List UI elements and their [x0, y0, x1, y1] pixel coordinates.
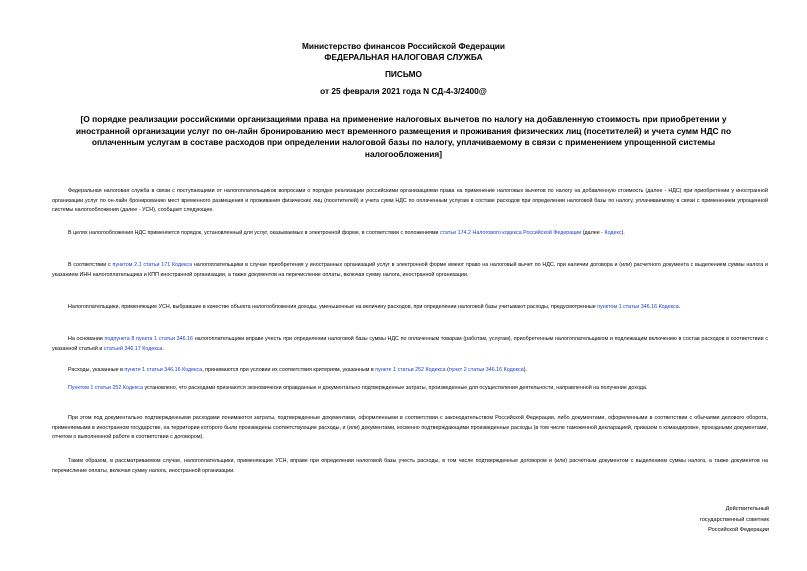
text: налогоплательщики в случае приобретения у иностранных организаций услуг в электронной форме имеют право на налоговый вычет по НДС, при наличии договора и (или) расчетного документа с выделением суммы налога и указанием ИНН налогоплательщика и КПП иностранной организации, а также документов на перечисление оплаты, включая сумму налога, иностранной организации. — [52, 262, 768, 278]
signature-line: Действительный — [725, 506, 769, 512]
signature-block — [569, 504, 769, 536]
link-article-346-16[interactable]: пунктом 1 статьи 346.16 Кодекса — [597, 304, 679, 310]
signature-line: Российской Федерации — [708, 527, 769, 534]
link-article-174-2[interactable]: статьи 174.2 Налогового кодекса Российской Федерации — [440, 230, 582, 236]
link-article-346-16-p2[interactable]: пункт 2 статьи 346.16 Кодекса — [448, 367, 524, 373]
text: (далее - — [581, 230, 605, 236]
document-date-number: от 25 февраля 2021 года N СД-4-3/2400@ — [320, 86, 487, 96]
link-article-346-17[interactable]: статьей 346.17 Кодекса — [103, 345, 163, 352]
text: установлено, что расходами признаются экономически оправданные и документально подтвержденные затраты, произведенные для осуществления деятельности, направленной на получение дохода. — [142, 385, 648, 391]
link-article-346-16-p1[interactable]: пункте 1 статьи 346.16 Кодекса — [124, 367, 203, 373]
link-subparagraph-8[interactable]: подпункта 8 пункта 1 статьи 346.16 — [104, 336, 193, 342]
service-name: ФЕДЕРАЛЬНАЯ НАЛОГОВАЯ СЛУЖБА — [324, 52, 483, 62]
ministry-name: Министерство финансов Российской Федерации — [301, 41, 506, 51]
text: Налогоплательщики, применяющие УСН, выбравшие в качестве объекта налогообложения доходы, уменьшенные на величину расходов, при определении налоговой базы учитывают расходы, предусмотренные — [68, 304, 598, 310]
paragraph-4 — [52, 303, 768, 313]
text: налогоплательщики вправе учесть при определении налоговой базы суммы НДС по оплаченным товарам (работам, услугам), приобретенным налогоплательщиком и подлежащим включению в состав расходов в соответствии с указанной статьей и — [52, 336, 768, 352]
text: Расходы, указанные в — [68, 367, 125, 373]
text: , принимаются при условии их соответствия критериям, указанным в — [202, 367, 376, 373]
paragraph-5 — [52, 335, 768, 354]
paragraph-7 — [52, 384, 768, 394]
paragraph-9: Таким образом, в рассматриваемом случае, налогоплательщики, применяющие УСН, вправе при определении налоговой базы учесть расходы, в том числе подтвержденные договором и (или) расчетным документом с выделением суммы налога, а также документов на перечисление оплаты, включая сумму налога, иностранной организации. — [52, 458, 768, 474]
text: ). — [523, 367, 527, 373]
text: ). — [621, 230, 625, 236]
text: На основании — [68, 336, 105, 342]
link-article-252[interactable]: пункте 1 статьи 252 Кодекса — [375, 367, 446, 373]
signature-line: государственный советник — [699, 516, 769, 523]
paragraph-8: При этом под документально подтвержденными расходами понимаются затраты, подтвержденные документами, оформленными в соответствии с законодательством Российской Федерации, либо документами, оформленными в соответствии с обычаями делового оборота, применяемыми в иностранном государстве, на территории которого были произведены соответствующие расходы, и (или) документами, косвенно подтверждающими произведенные расходы (в том числе таможенной декларацией, приказом о командировке, проездными документами, отчетом о выполненной работе в соответствии с договором). — [52, 415, 768, 441]
link-code[interactable]: Кодекс — [604, 230, 622, 236]
text: ( — [445, 367, 449, 373]
paragraph-2 — [52, 229, 768, 239]
text: . — [162, 345, 164, 352]
paragraph-6 — [52, 366, 768, 376]
text: В целях налогообложения НДС применяется порядок, установленный для услуг, оказываемых в электронной форме, в соответствии с положениями — [68, 230, 440, 236]
text: В соответствии с — [68, 262, 113, 268]
document-title: [О порядке реализации российскими организациями права на применение налоговых вычетов по налогу на добавленную стоимость при приобретении у иностранной организации услуг по он-лайн бронированию мест временного размещения и проживания физических лиц (посетителей) и учета сумм НДС по оплаченным услугам в составе расходов при определении налоговой базы по налогу, уплачиваемому в связи с применением упрощенной системы налогообложения] — [75, 114, 732, 159]
link-article-252-p1[interactable]: Пунктом 1 статьи 252 Кодекса — [68, 385, 143, 391]
paragraph-1: Федеральная налоговая служба в связи с поступающими от налогоплательщиков вопросами о порядке реализации российскими организациями права на применение налоговых вычетов по налогу на добавленную стоимость (далее - НДС) при приобретении у иностранной организации услуг по он-лайн бронированию мест временного размещения и проживания физических лиц (посетителей) и учета сумм НДС по оплаченным услугам в составе расходов при определении налоговой базы по налогу, уплачиваемому в связи с применением упрощенной системы налогообложения (далее - УСН), сообщает следующее. — [52, 188, 768, 214]
paragraph-3 — [52, 261, 768, 280]
text: . — [678, 304, 681, 310]
link-article-171[interactable]: пунктом 2.1 статьи 171 Кодекса — [112, 262, 193, 268]
document-type: ПИСЬМО — [384, 69, 423, 79]
